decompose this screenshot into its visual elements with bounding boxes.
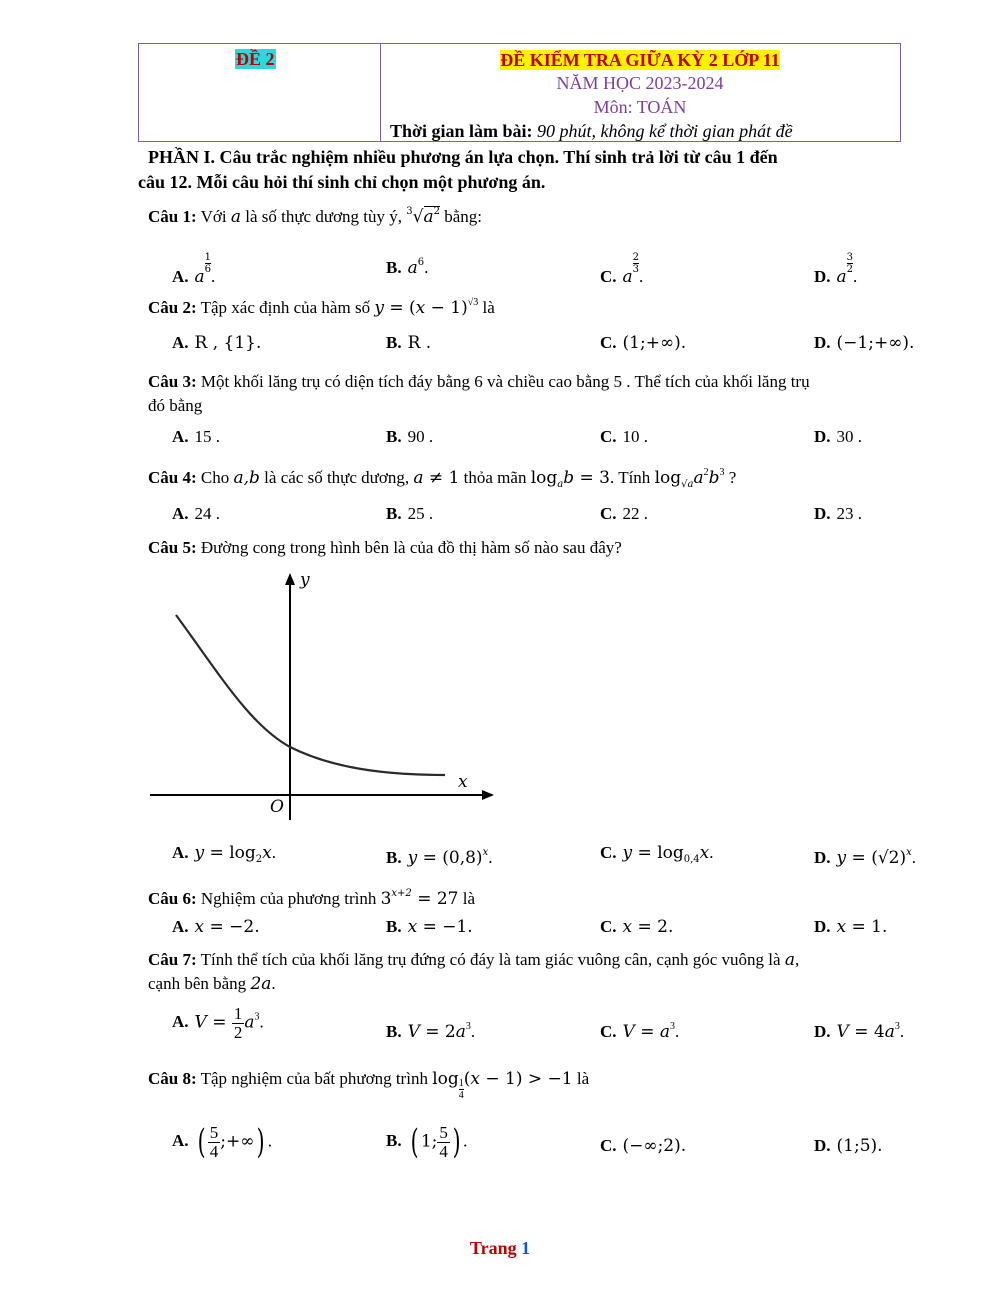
question-1: Câu 1: Với a là số thực dương tùy ý, $^3√a^2$ bằng: — [148, 206, 483, 227]
question-7-line2: cạnh bên bằng 2a. — [148, 974, 276, 994]
question-7-line1: Câu 7: Tính thể tích của khối lăng trụ đứng có đáy là tam giác vuông cân, cạnh góc vuông là a, — [148, 950, 800, 970]
subject: Môn: TOÁN — [593, 97, 687, 117]
q2-option-d[interactable]: D. (−1;+∞). — [814, 333, 915, 353]
q5-option-d[interactable]: D. $y = (√2)^x$. — [814, 847, 916, 868]
q6-option-c[interactable]: C. x = 2. — [600, 917, 674, 937]
q8-option-b[interactable]: B. ( 1; $\frac{5}{4}$ ) . — [386, 1122, 468, 1163]
q6-option-b[interactable]: B. x = −1. — [386, 917, 473, 937]
x-axis-arrow — [482, 790, 494, 800]
q4-option-d[interactable]: D. 23 . — [814, 504, 863, 523]
page-number: 1 — [521, 1238, 531, 1258]
question-3-line1: Câu 3: Một khối lăng trụ có diện tích đáy bằng 6 và chiều cao bằng 5 . Thể tích của khối lăng trụ — [148, 372, 810, 391]
question-4: Câu 4: Cho a,b là các số thực dương, a ≠ 1 thỏa mãn $\log_ab = 3$. Tính $\log_{√a}a^2b^3$ ? — [148, 467, 737, 490]
question-3-line2: đó bằng — [148, 396, 203, 415]
q3-option-d[interactable]: D. 30 . — [814, 427, 863, 446]
exam-code: ĐỀ 2 — [236, 49, 275, 69]
q1-option-c[interactable]: C. a $\frac{2}{3}$ . — [600, 252, 644, 287]
q3-option-c[interactable]: C. 10 . — [600, 427, 649, 446]
q7-option-a[interactable]: A. V = $\frac{1}{2}$ $a^3$. — [172, 1004, 264, 1042]
q6-option-a[interactable]: A. x = −2. — [172, 917, 260, 937]
page-footer — [0, 1238, 1000, 1259]
y-axis-arrow — [285, 573, 295, 585]
q4-option-c[interactable]: C. 22 . — [600, 504, 649, 523]
origin-label: O — [270, 797, 284, 817]
page-word: Trang — [469, 1238, 517, 1258]
question-5: Câu 5: Đường cong trong hình bên là của đồ thị hàm số nào sau đây? — [148, 538, 622, 557]
q2-option-b[interactable]: B. R . — [386, 333, 432, 353]
exam-title: ĐỀ KIỂM TRA GIỮA KỲ 2 LỚP 11 — [500, 50, 780, 70]
q6-option-d[interactable]: D. x = 1. — [814, 917, 888, 937]
q1-expression: $^3√a^2$ — [406, 206, 441, 227]
y-axis-label: y — [300, 570, 310, 590]
q7-option-d[interactable]: D. $V = 4a^3$. — [814, 1021, 905, 1042]
q7-option-c[interactable]: C. $V = a^3$. — [600, 1021, 680, 1042]
time-allowed: Thời gian làm bài: 90 phút, không kể thời gian phát đề — [390, 121, 793, 141]
q3-option-a[interactable]: A. 15 . — [172, 427, 221, 446]
exponential-curve — [176, 615, 445, 775]
q1-option-d[interactable]: D. a $\frac{3}{2}$ . — [814, 252, 858, 287]
q7-option-b[interactable]: B. $V = 2a^3$. — [386, 1021, 476, 1042]
school-year: NĂM HỌC 2023-2024 — [556, 73, 724, 93]
question-8: Câu 8: Tập nghiệm của bất phương trình log $\frac{1}{4}$ (x − 1) > −1 là — [148, 1069, 590, 1101]
q3-option-b[interactable]: B. 90 . — [386, 427, 434, 446]
part1-line1: PHẦN I. Câu trắc nghiệm nhiều phương án lựa chọn. Thí sinh trả lời từ câu 1 đến — [148, 147, 778, 167]
q1-option-b[interactable]: B. $a^6$. — [386, 257, 429, 278]
q5-option-c[interactable]: C. $y = \log_{0,4}x$. — [600, 843, 714, 865]
q1-option-a[interactable]: A. a $\frac{1}{6}$ . — [172, 252, 216, 287]
header-right-cell — [380, 44, 900, 141]
question-2: Câu 2: Tập xác định của hàm số $y = (x - 1)^{√3}$ là — [148, 297, 495, 318]
header-table — [138, 43, 901, 142]
q2-function: y — [374, 298, 384, 318]
q5-option-b[interactable]: B. $y = (0,8)^x$. — [386, 847, 493, 868]
q8-option-c[interactable]: C. (−∞;2). — [600, 1136, 687, 1156]
q2-option-c[interactable]: C. (1;+∞). — [600, 333, 687, 353]
q4-option-b[interactable]: B. 25 . — [386, 504, 434, 523]
q2-option-a[interactable]: A. R , {1}. — [172, 333, 262, 353]
x-axis-label: x — [458, 772, 468, 792]
q4-option-a[interactable]: A. 24 . — [172, 504, 221, 523]
question-6: Câu 6: Nghiệm của phương trình $3^{x+2} = 27$ là — [148, 888, 476, 909]
q5-option-a[interactable]: A. $y = \log_2x$. — [172, 843, 276, 865]
q8-option-a[interactable]: A. ( $\frac{5}{4}$ ;+∞) . — [172, 1122, 272, 1163]
part1-line2: câu 12. Mỗi câu hỏi thí sinh chỉ chọn một phương án. — [138, 172, 546, 192]
q8-option-d[interactable]: D. (1;5). — [814, 1136, 883, 1156]
q5-graph — [140, 565, 510, 825]
header-left-cell — [139, 44, 381, 141]
